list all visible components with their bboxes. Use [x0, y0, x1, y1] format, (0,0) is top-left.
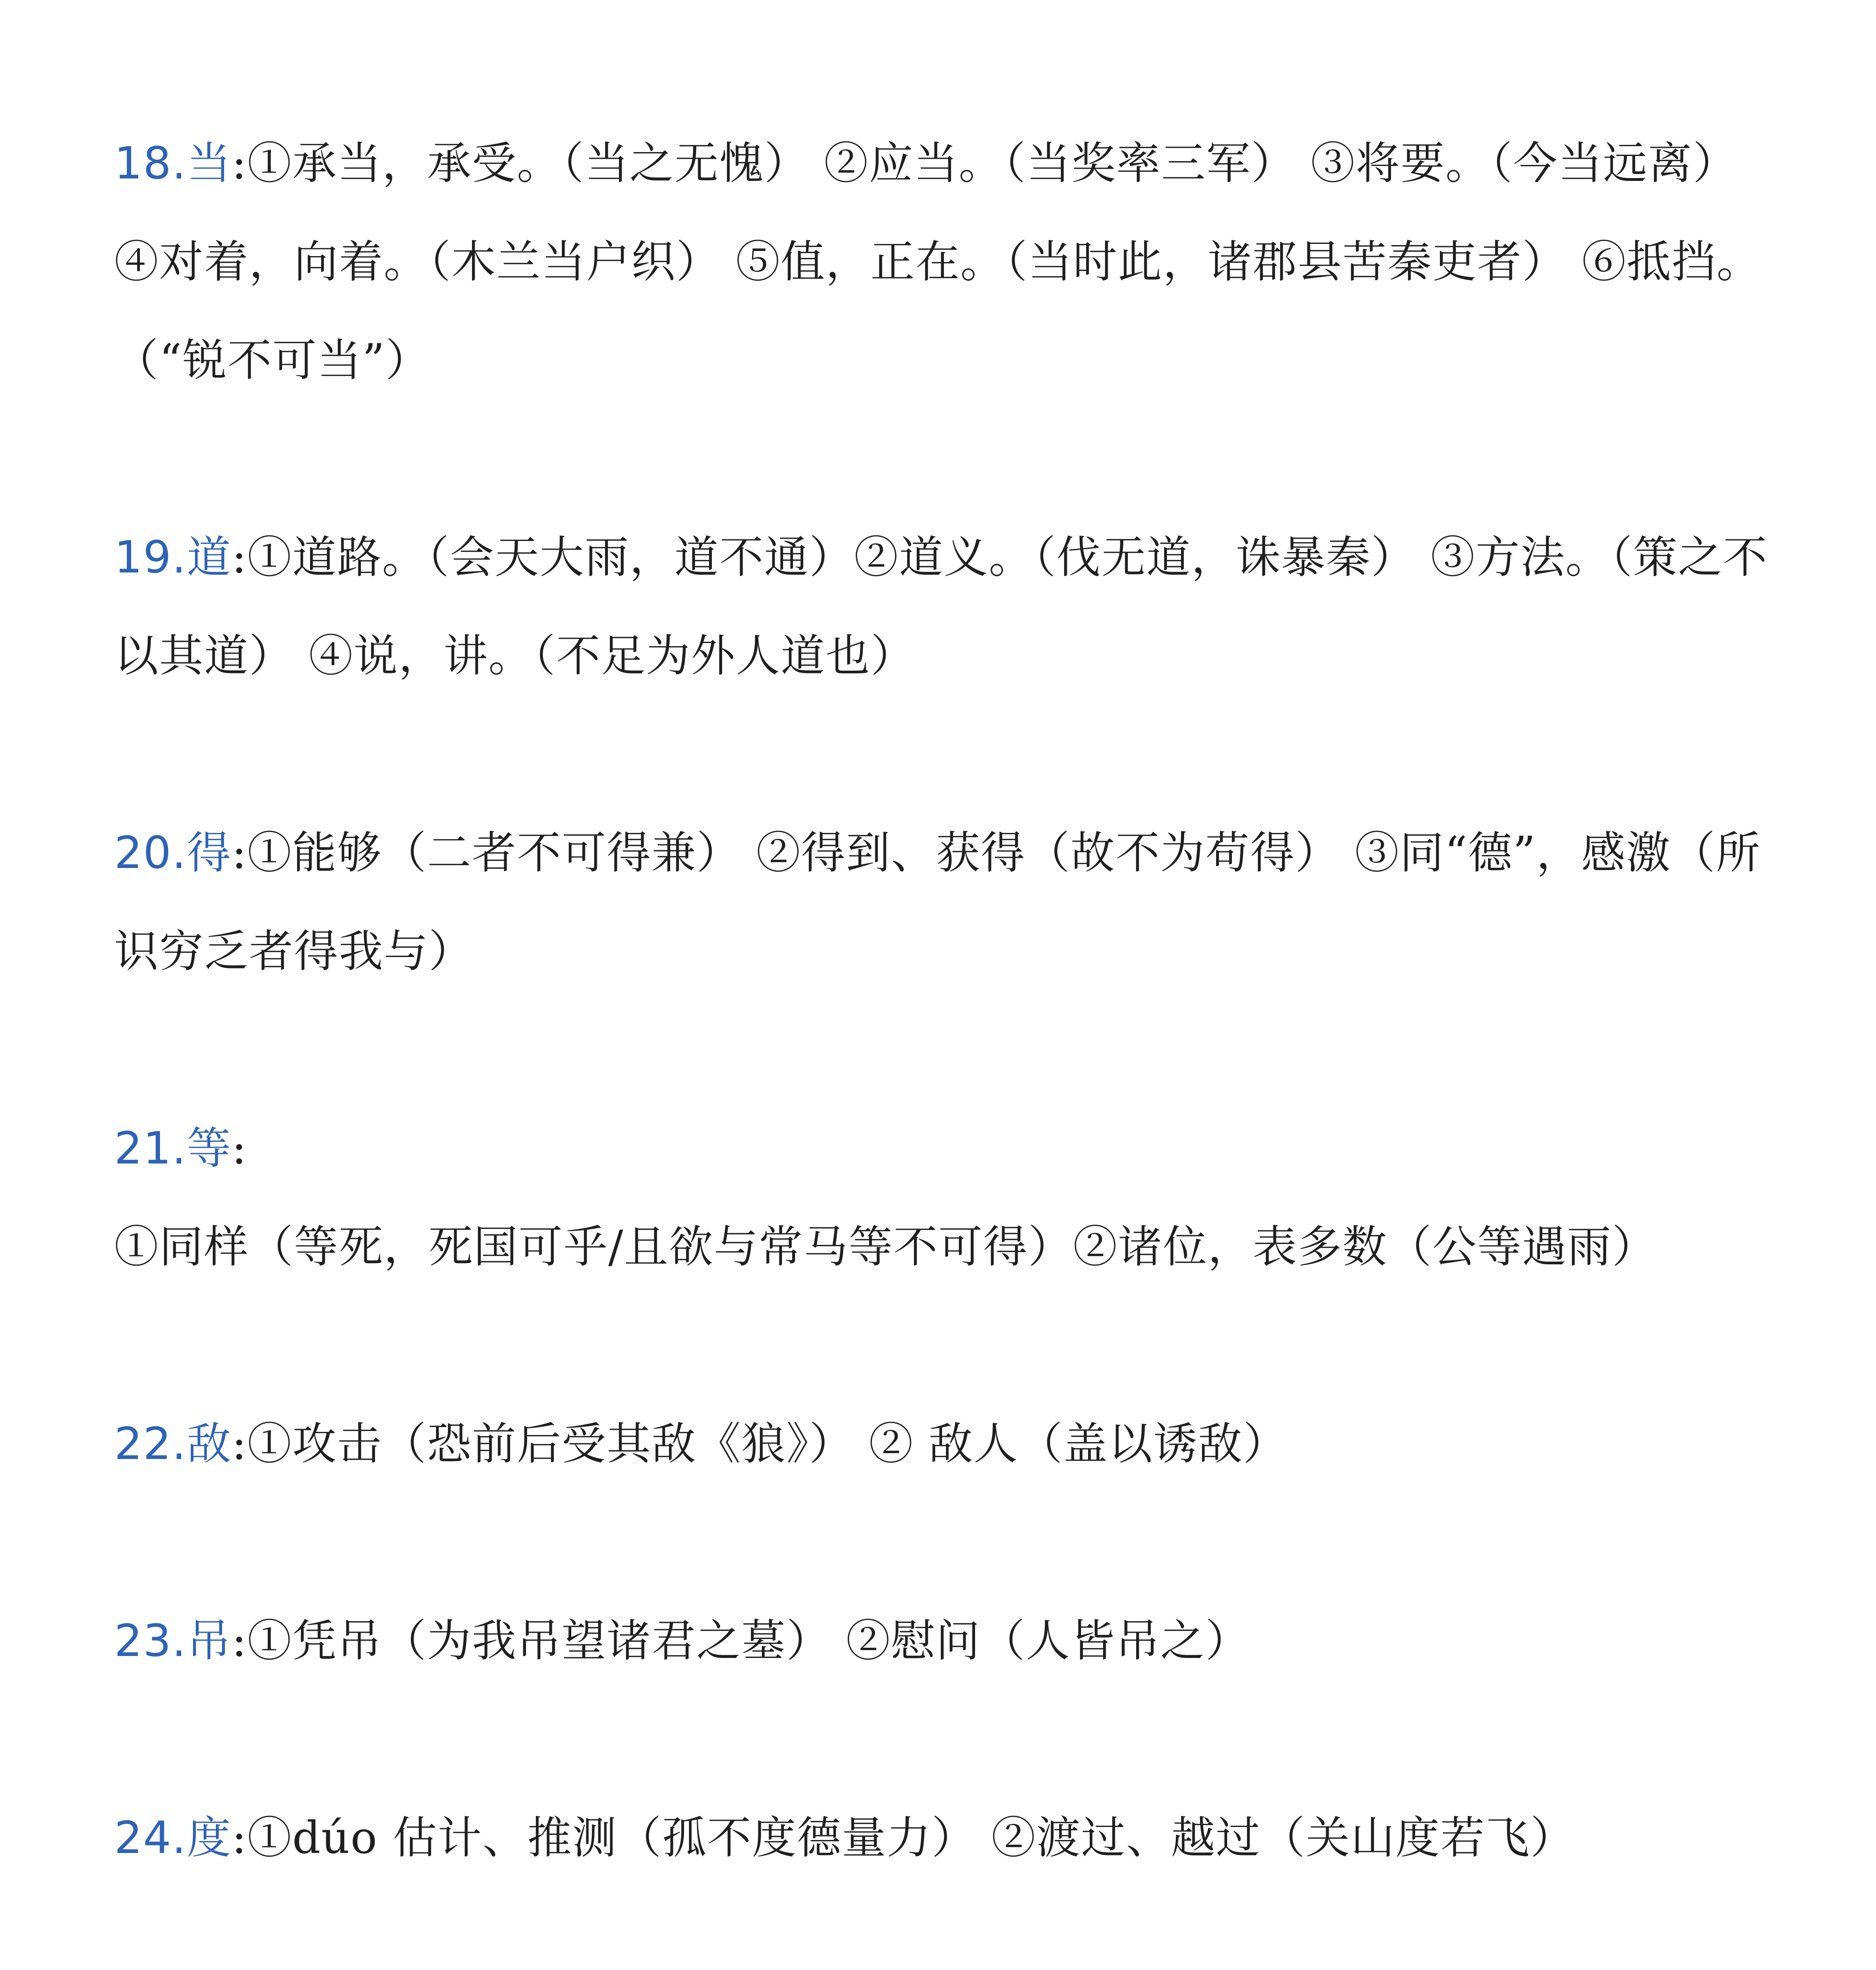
entry-character: 等 [187, 1123, 232, 1174]
entry-23 [114, 1592, 1781, 1690]
entry-number: 20. [114, 827, 187, 879]
entry-19 [114, 508, 1781, 705]
entry-character: 敌 [187, 1418, 232, 1470]
entry-colon: : [232, 1615, 247, 1667]
entry-definitions: ①能够（二者不可得兼） ②得到、获得（故不为苟得） ③同“德”，感激（所识穷乏者得我与） [114, 827, 1761, 977]
entry-definitions: ①承当，承受。（当之无愧） ②应当。（当奖率三军） ③将要。（今当远离） ④对着，向着。（木兰当户织） ⑤值，正在。（当时此，诸郡县苦秦吏者） ⑥抵挡。（“锐不可当”） [114, 138, 1762, 386]
entry-22 [114, 1395, 1781, 1493]
entry-colon: : [232, 1123, 247, 1174]
entry-21 [114, 1099, 1781, 1296]
entry-definitions: ①凭吊（为我吊望诸君之墓） ②慰问（人皆吊之） [247, 1615, 1250, 1667]
entry-character: 得 [187, 827, 232, 879]
entry-colon: : [232, 138, 247, 189]
entry-18 [114, 114, 1781, 410]
entry-character: 度 [187, 1812, 232, 1864]
entry-20 [114, 804, 1781, 1001]
entry-number: 23. [114, 1615, 187, 1667]
entry-colon: : [232, 1812, 247, 1864]
entry-number: 18. [114, 138, 187, 189]
entry-number: 21. [114, 1123, 187, 1174]
entry-character: 道 [187, 532, 232, 583]
entry-number: 19. [114, 532, 187, 583]
entry-number: 22. [114, 1418, 187, 1470]
entry-definitions: ①同样（等死，死国可乎/且欲与常马等不可得）②诸位，表多数（公等遇雨） [114, 1221, 1657, 1273]
entry-definitions: ①攻击（恐前后受其敌《狼》） ② 敌人（盖以诱敌） [247, 1418, 1288, 1470]
entry-definitions: ①道路。（会天大雨，道不通）②道义。（伐无道，诛暴秦） ③方法。（策之不以其道） ④说，讲。（不足为外人道也） [114, 532, 1768, 682]
entry-24 [114, 1789, 1781, 1887]
entry-colon: : [232, 827, 247, 879]
entry-number: 24. [114, 1812, 187, 1864]
entry-colon: : [232, 1418, 247, 1470]
entry-colon: : [232, 532, 247, 583]
entry-character: 当 [187, 138, 232, 189]
entry-definitions: ①dúo 估计、推测（孤不度德量力） ②渡过、越过（关山度若飞） [247, 1812, 1575, 1864]
entry-character: 吊 [187, 1615, 232, 1667]
